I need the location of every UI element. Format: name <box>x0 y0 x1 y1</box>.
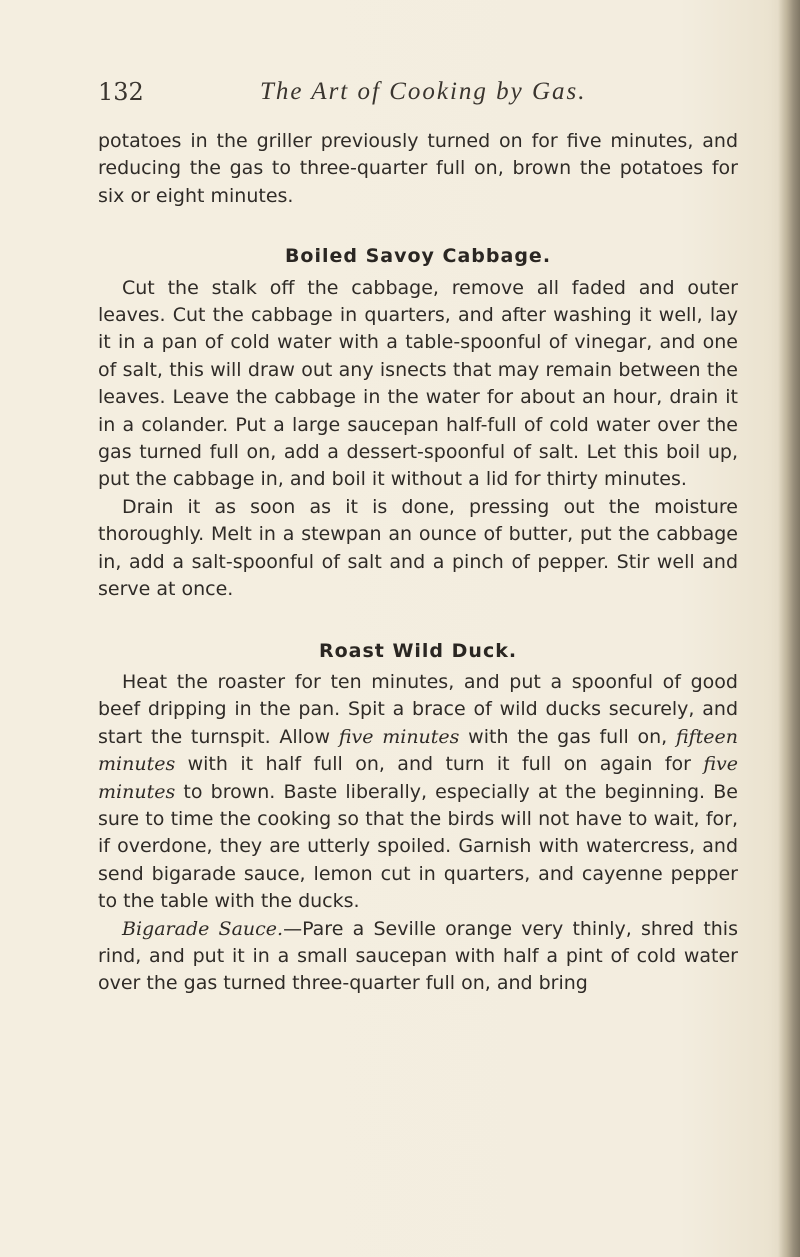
cabbage-paragraph-2: Drain it as soon as it is done, pressing out the moisture thoroughly. Melt in a stewpan an ounce of butter, put the cabbage in, add a salt-spoonful of salt and a pinch of pepper. Stir well and serve at once. <box>98 495 738 601</box>
duck-emphasis-five-minutes-2: five minutes <box>98 753 738 803</box>
duck-emphasis-five-minutes: five minutes <box>338 725 460 748</box>
cabbage-paragraph-1: Cut the stalk off the cabbage, remove all faded and outer leaves. Cut the cabbage in quarters, and after washing it well, lay it in a pan of cold water with a table-spoonful of vinegar, and one of salt, this will draw out any isnects that may remain between the leaves. Leave the cabbage in the water for about an hour, drain it in a colander. Put a large saucepan half-full of cold water over the gas turned full on, add a dessert-spoonful of salt. Let this boil up, put the cabbage in, and boil it without a lid for thirty minutes. <box>98 276 738 491</box>
page-number: 132 <box>98 78 144 106</box>
heading-boiled-savoy-cabbage: Boiled Savoy Cabbage. <box>284 245 552 268</box>
duck-emphasis-fifteen-minutes: fifteen minutes <box>98 725 739 776</box>
duck-text-a: Heat the roaster for ten minutes, and put a spoonful of good beef dripping in the pan. Spit a brace of wild ducks securely, and start the turnspit. Allow <box>98 670 738 748</box>
duck-paragraph-1 <box>98 669 738 916</box>
duck-text-d: to brown. Baste liberally, especially at the beginning. Be sure to time the cooking so that the birds will not have to wait, for, if overdone, they are utterly spoiled. Garnish with watercress, and send bigarade sauce, lemon cut in quarters, and cayenne pepper to the table with the ducks. <box>98 780 738 913</box>
bigarade-sauce-title: Bigarade Sauce. <box>122 917 284 940</box>
duck-text-c: with it half full on, and turn it full on again for <box>175 753 704 776</box>
page-body <box>98 128 738 998</box>
running-title: The Art of Cooking by Gas. <box>260 78 587 105</box>
intro-paragraph: potatoes in the griller previously turned on for five minutes, and reducing the gas to three-quarter full on, brown the potatoes for six or eight minutes. <box>98 130 738 207</box>
bigarade-sauce-text: —Pare a Seville orange very thinly, shred this rind, and put it in a small saucepan with half a pint of cold water over the gas turned three-quarter full on, and bring <box>98 917 738 995</box>
page-header <box>98 78 658 112</box>
page-edge-shadow <box>778 0 800 1257</box>
duck-text-b: with the gas full on, <box>459 725 676 748</box>
bigarade-sauce-paragraph <box>98 916 738 998</box>
heading-roast-wild-duck: Roast Wild Duck. <box>318 639 518 662</box>
